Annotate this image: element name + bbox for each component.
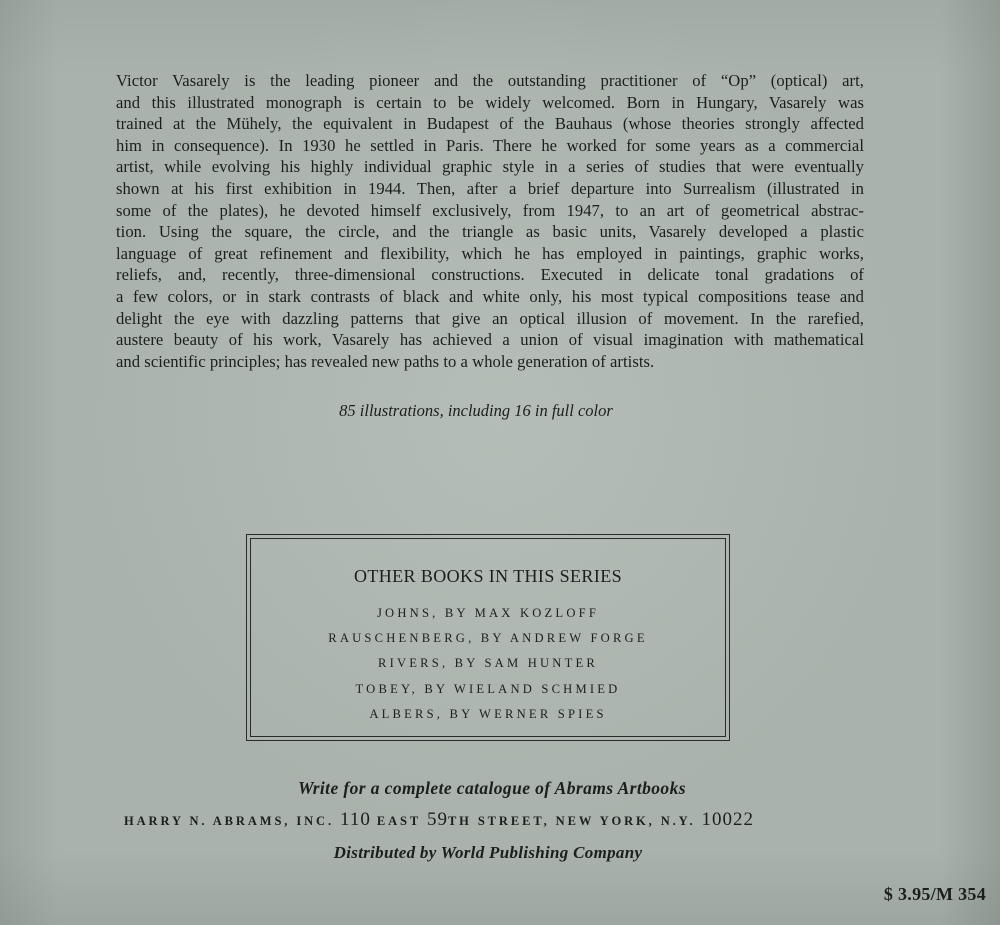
description-line: tion. Using the square, the circle, and the triangle as basic units, Vasarely developed a plastic [116, 222, 864, 242]
series-book-item: RIVERS, BY SAM HUNTER [378, 656, 598, 671]
publisher-street-number: 59 [426, 809, 448, 830]
series-heading: OTHER BOOKS IN THIS SERIES [353, 566, 623, 586]
description-line: and this illustrated monograph is certain to be widely welcomed. Born in Hungary, Vasarely was [116, 92, 864, 112]
series-book-item: TOBEY, BY WIELAND SCHMIED [355, 681, 621, 696]
description-line: trained at the Mühely, the equivalent in Budapest of the Bauhaus (whose theories strongly affected [116, 114, 864, 134]
publisher-zip: 10022 [701, 809, 755, 830]
description-line: reliefs, and, recently, three-dimensional constructions. Executed in delicate tonal gradations of [116, 265, 864, 285]
description-text [116, 70, 864, 372]
series-list [251, 601, 725, 727]
description-line: language of great refinement and flexibility, which he has employed in paintings, graphic works, [116, 243, 864, 263]
description-line: and scientific principles; has revealed new paths to a whole generation of artists. [116, 351, 655, 371]
illustrations-note: 85 illustrations, including 16 in full color [339, 401, 613, 420]
distributor-note: Distributed by World Publishing Company [333, 843, 643, 862]
description-line: delight the eye with dazzling patterns that give an optical illusion of movement. In the rarefied, [116, 308, 864, 328]
description-line: austere beauty of his work, Vasarely has achieved a union of visual imagination with mathematical [116, 330, 864, 350]
publisher-name: HARRY N. ABRAMS, INC. [124, 814, 335, 828]
publisher-street-suffix: TH STREET, NEW YORK, N.Y. [447, 814, 696, 828]
publisher-number: 110 [340, 809, 371, 830]
description-line: Victor Vasarely is the leading pioneer and the outstanding practitioner of “Op” (optical) art, [116, 71, 864, 90]
description-line: artist, while evolving his highly individual graphic style in a series of studies that were eventually [116, 157, 864, 177]
price-label: $ 3.95/M 354 [883, 884, 986, 904]
description-line: some of the plates), he devoted himself exclusively, from 1947, to an art of geometrical abstrac- [116, 200, 864, 220]
series-box [246, 534, 730, 741]
description-line: him in consequence). In 1930 he settled in Paris. There he worked for some years as a commercial [116, 135, 864, 155]
publisher-street: EAST [376, 814, 421, 828]
series-book-item: JOHNS, BY MAX KOZLOFF [376, 606, 600, 620]
description-line: shown at his first exhibition in 1944. Then, after a brief departure into Surrealism (illustrated in [116, 178, 864, 198]
publisher-address [124, 809, 864, 831]
series-book-item: RAUSCHENBERG, BY ANDREW FORGE [328, 631, 648, 646]
catalogue-note: Write for a complete catalogue of Abrams Artbooks [298, 778, 686, 798]
series-box-inner [250, 538, 726, 737]
series-book-item: ALBERS, BY WERNER SPIES [369, 706, 607, 721]
description-line: a few colors, or in stark contrasts of black and white only, his most typical compositions tease and [116, 286, 864, 306]
